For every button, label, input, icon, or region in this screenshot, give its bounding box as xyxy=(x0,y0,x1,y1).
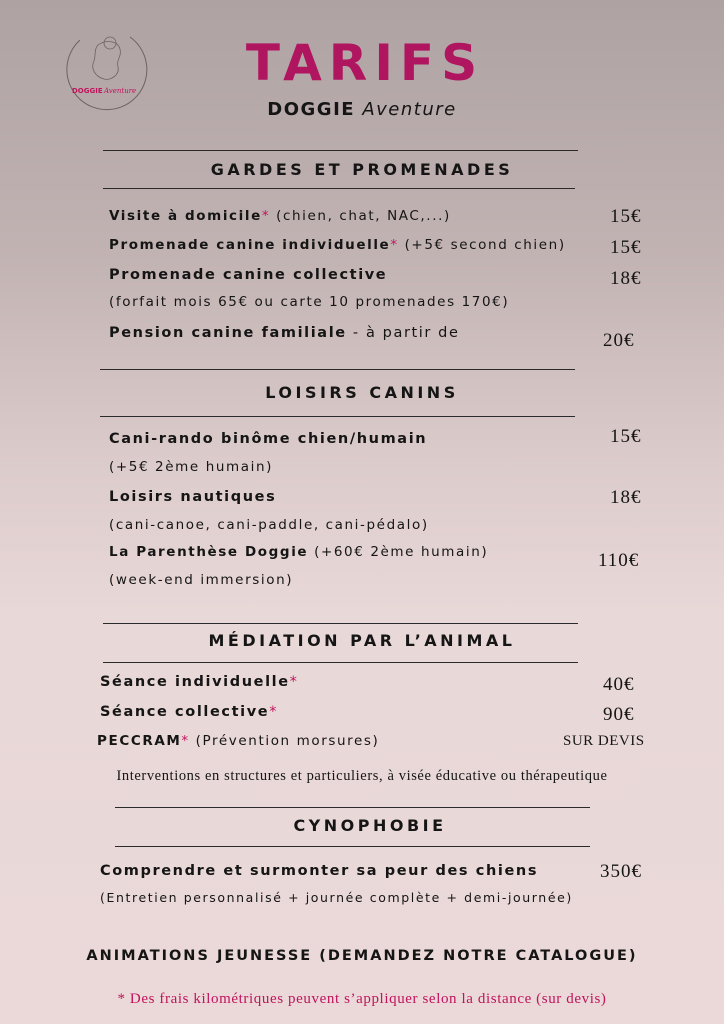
item-pension: Pension canine familiale - à partir de xyxy=(109,325,460,341)
mediation-note: Interventions en structures et particuliers, à visée éducative ou thérapeutique xyxy=(116,768,608,784)
section-heading-mediation: MÉDIATION PAR L’ANIMAL xyxy=(208,631,516,650)
brand-name: DOGGIE xyxy=(267,99,356,120)
section-heading-loisirs: LOISIRS CANINS xyxy=(265,383,459,402)
divider xyxy=(103,150,578,151)
section-heading-gardes: GARDES ET PROMENADES xyxy=(210,160,514,179)
item-visite: Visite à domicile* (chien, chat, NAC,...) xyxy=(109,208,451,224)
svg-text:DOGGIE: DOGGIE xyxy=(72,87,103,95)
note-parenthese: (week-end immersion) xyxy=(109,572,294,588)
item-promenade-individuelle: Promenade canine individuelle* (+5€ second chien) xyxy=(109,237,566,253)
item-seance-collective: Séance collective* xyxy=(100,704,279,720)
svg-text:Aventure: Aventure xyxy=(104,87,137,95)
price-promenade-collective: 18€ xyxy=(610,268,642,289)
price-promenade-individuelle: 15€ xyxy=(610,237,642,258)
brand-suffix: Aventure xyxy=(362,99,457,120)
divider xyxy=(103,623,578,624)
divider xyxy=(100,369,575,370)
item-cani-rando: Cani-rando binôme chien/humain xyxy=(109,431,428,447)
divider xyxy=(103,188,575,189)
note-cynophobie: (Entretien personnalisé + journée complète + demi-journée) xyxy=(100,890,573,905)
note-loisirs-nautiques: (cani-canoe, cani-paddle, cani-pédalo) xyxy=(109,517,429,533)
item-parenthese: La Parenthèse Doggie (+60€ 2ème humain) xyxy=(109,544,489,560)
price-pension: 20€ xyxy=(603,330,635,351)
price-visite: 15€ xyxy=(610,206,642,227)
animations-jeunesse: ANIMATIONS JEUNESSE (DEMANDEZ NOTRE CATALOGUE) xyxy=(86,948,638,964)
page-title: TARIFS xyxy=(245,34,485,92)
section-heading-cynophobie: CYNOPHOBIE xyxy=(293,816,447,835)
price-cynophobie: 350€ xyxy=(600,861,642,882)
price-seance-collective: 90€ xyxy=(603,704,635,725)
note-cani-rando: (+5€ 2ème humain) xyxy=(109,459,273,475)
divider xyxy=(115,846,590,847)
price-peccram: SUR DEVIS xyxy=(563,733,645,749)
footnote: * Des frais kilométriques peuvent s’appliquer selon la distance (sur devis) xyxy=(117,991,607,1007)
item-cynophobie: Comprendre et surmonter sa peur des chiens xyxy=(100,863,539,879)
page-subtitle xyxy=(0,101,724,119)
item-seance-individuelle: Séance individuelle* xyxy=(100,674,299,690)
divider xyxy=(103,662,578,663)
price-parenthese: 110€ xyxy=(598,550,640,571)
price-seance-individuelle: 40€ xyxy=(603,674,635,695)
item-loisirs-nautiques: Loisirs nautiques xyxy=(109,489,277,505)
item-peccram: PECCRAM* (Prévention morsures) xyxy=(97,733,380,749)
price-loisirs-nautiques: 18€ xyxy=(610,487,642,508)
price-cani-rando: 15€ xyxy=(610,426,642,447)
divider xyxy=(115,807,590,808)
item-promenade-collective: Promenade canine collective xyxy=(109,267,388,283)
divider xyxy=(100,416,575,417)
note-promenade-collective: (forfait mois 65€ ou carte 10 promenades 170€) xyxy=(109,294,510,310)
